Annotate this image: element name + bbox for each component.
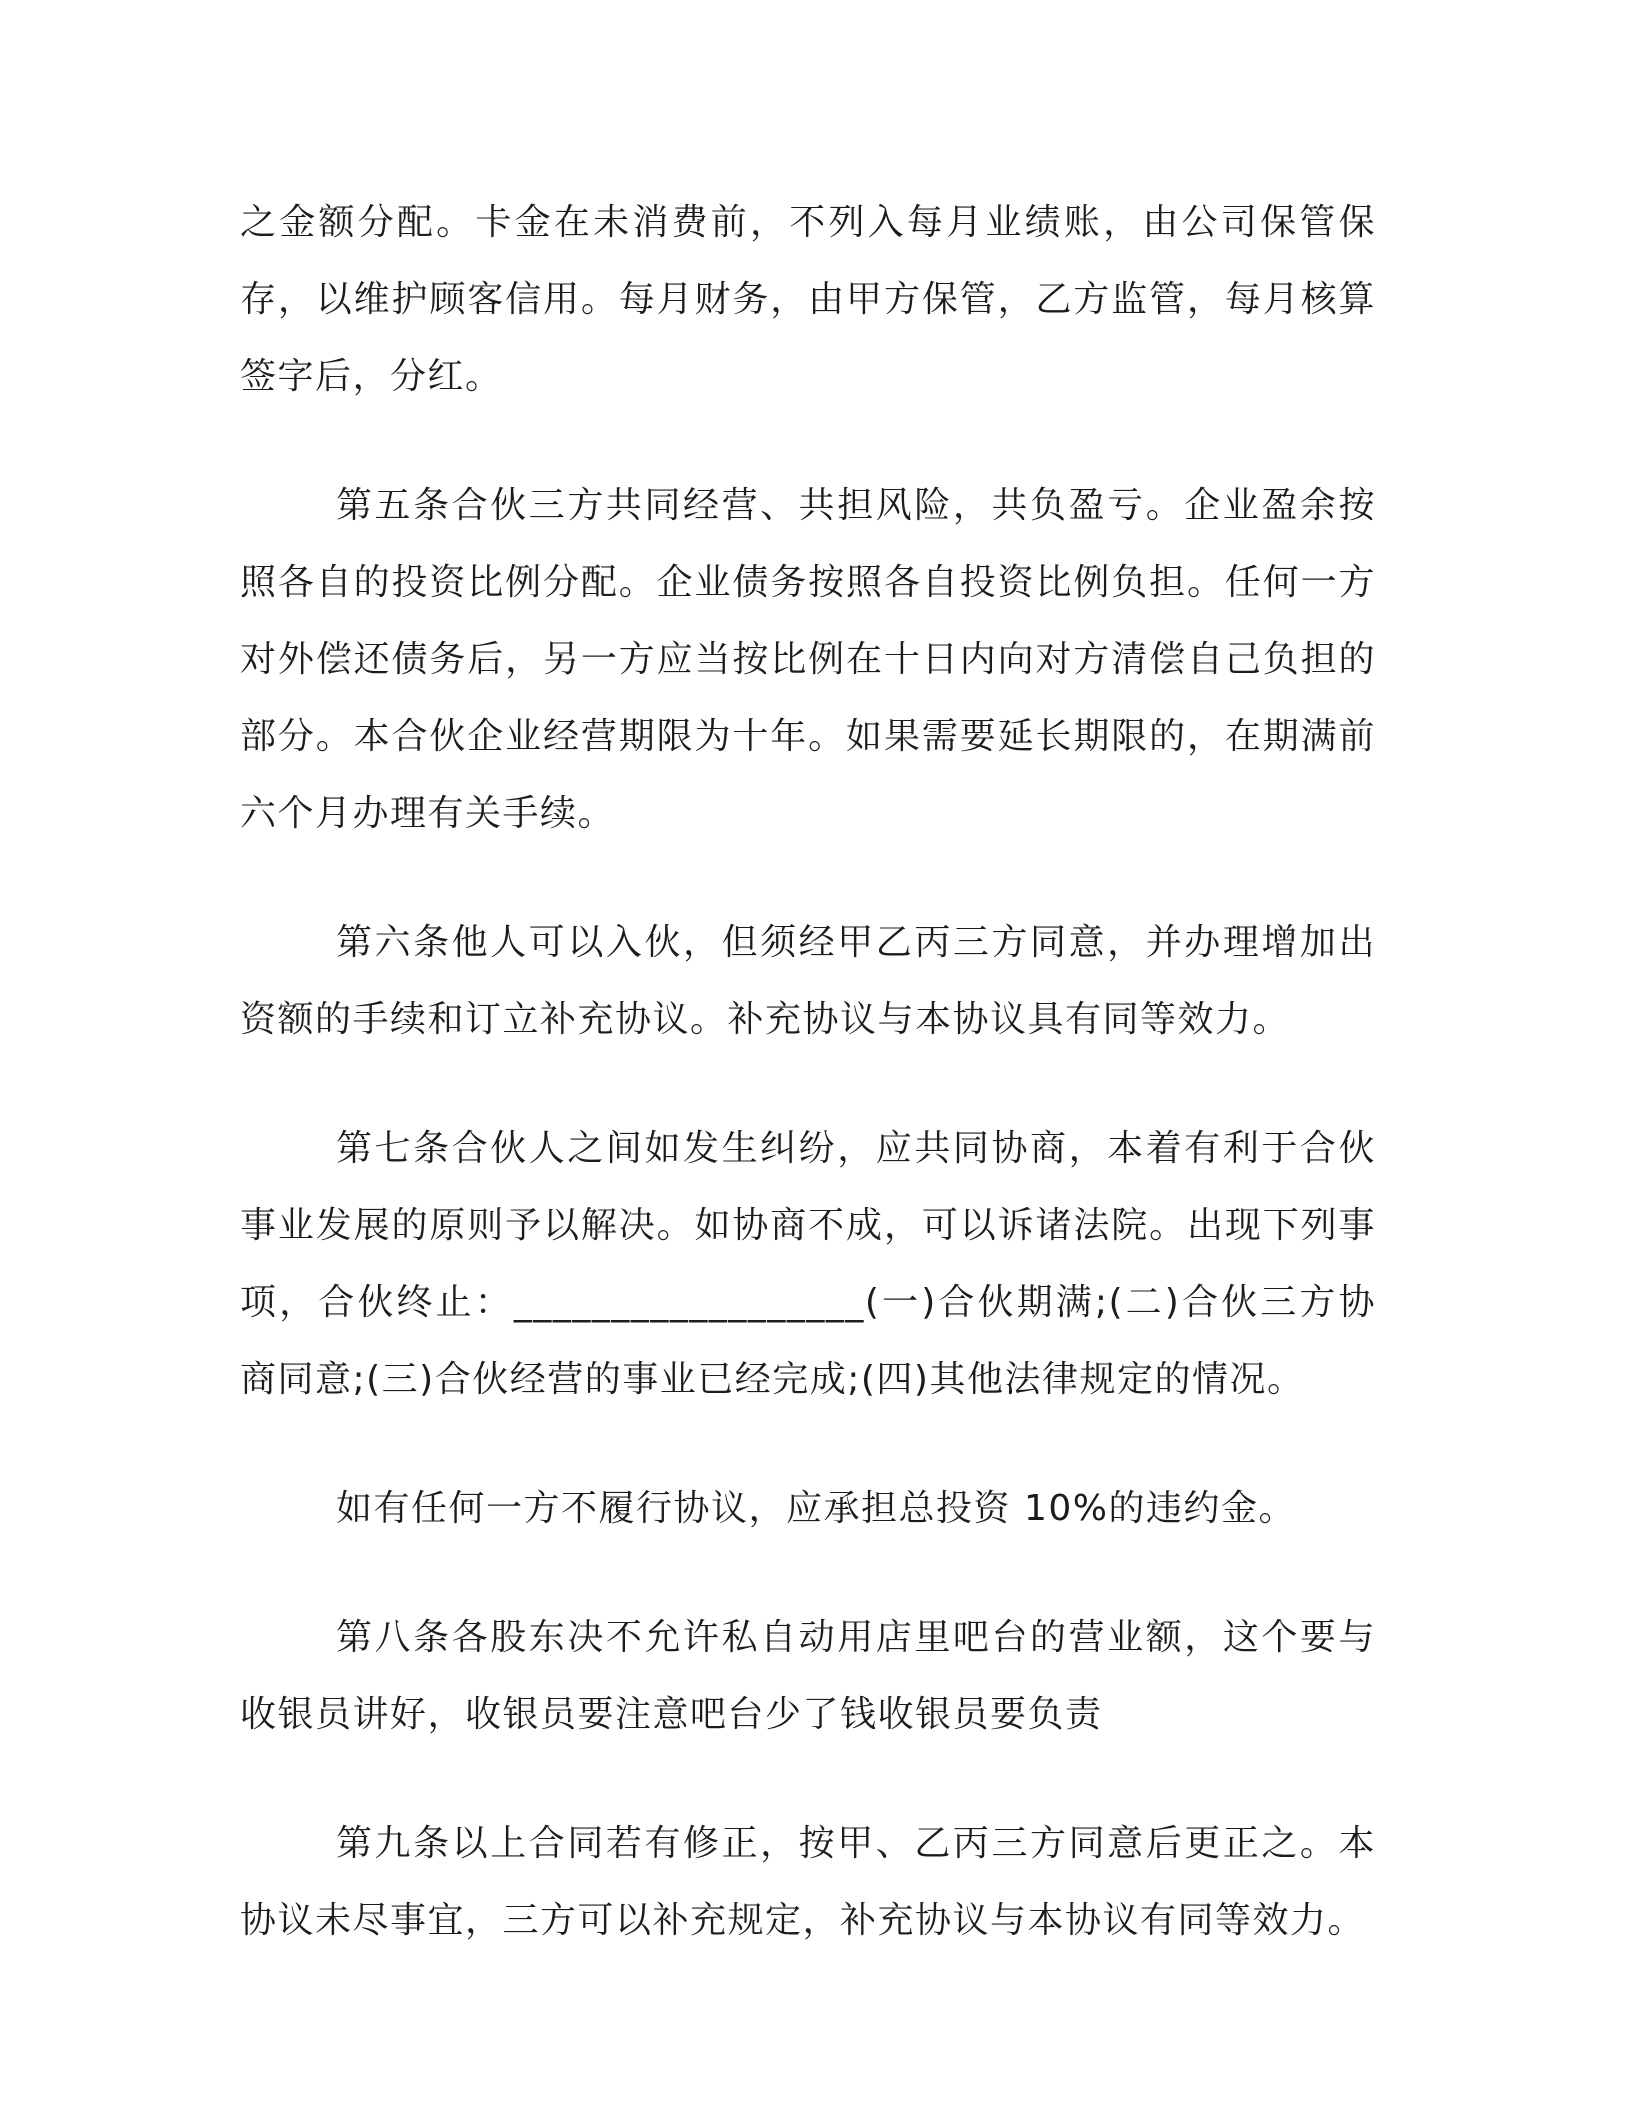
- paragraph-article-7: 第七条合伙人之间如发生纠纷，应共同协商，本着有利于合伙事业发展的原则予以解决。如协商不成，可以诉诸法院。出现下列事项，合伙终止：__________________(一)合伙期满;(二)合伙三方协商同意;(三)合伙经营的事业已经完成;(四)其他法律规定的情况。: [240, 1128, 1376, 1400]
- paragraph-profit-distribution: 之金额分配。卡金在未消费前，不列入每月业绩账，由公司保管保存，以维护顾客信用。每月财务，由甲方保管，乙方监管，每月核算签字后，分红。: [240, 202, 1376, 397]
- paragraph-article-9: 第九条以上合同若有修正，按甲、乙丙三方同意后更正之。本协议未尽事宜，三方可以补充规定，补充协议与本协议有同等效力。: [240, 1823, 1376, 1941]
- document-body: [240, 184, 1376, 1959]
- paragraph-article-5: 第五条合伙三方共同经营、共担风险，共负盈亏。企业盈余按照各自的投资比例分配。企业债务按照各自投资比例负担。任何一方对外偿还债务后，另一方应当按比例在十日内向对方清偿自己负担的部分。本合伙企业经营期限为十年。如果需要延长期限的，在期满前六个月办理有关手续。: [240, 485, 1376, 834]
- paragraph-breach-penalty: 如有任何一方不履行协议，应承担总投资 10%的违约金。: [336, 1488, 1296, 1529]
- paragraph-article-8: 第八条各股东决不允许私自动用店里吧台的营业额，这个要与收银员讲好，收银员要注意吧台少了钱收银员要负责: [240, 1617, 1376, 1735]
- paragraph-article-6: 第六条他人可以入伙，但须经甲乙丙三方同意，并办理增加出资额的手续和订立补充协议。补充协议与本协议具有同等效力。: [240, 922, 1376, 1040]
